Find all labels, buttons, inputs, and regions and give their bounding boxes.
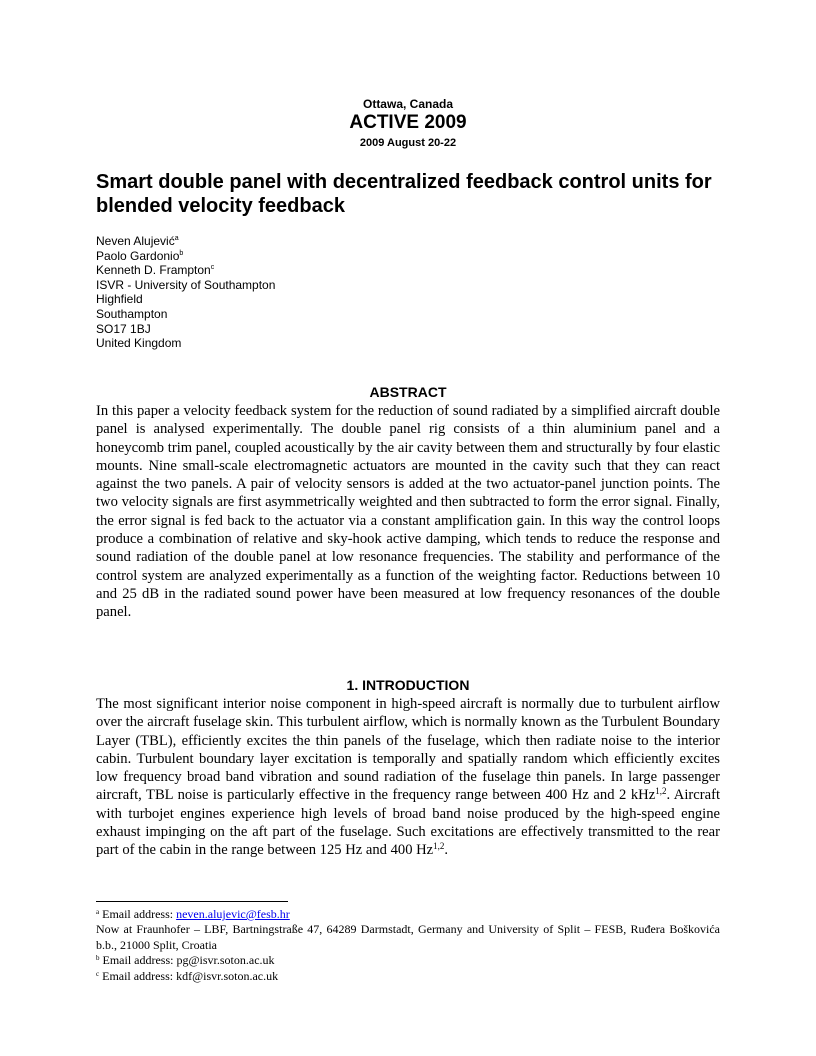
citation-ref: 1,2 (655, 786, 667, 797)
introduction-heading: 1. INTRODUCTION (346, 677, 470, 693)
footnote-mark: c (96, 969, 100, 978)
author-name: Kenneth D. Frampton (96, 263, 211, 278)
footnote-c (96, 969, 720, 984)
author-name: Neven Alujević (96, 234, 175, 248)
conference-name: ACTIVE 2009 (349, 112, 467, 133)
footnote-mark: a (96, 908, 100, 916)
footnote-text: Email address: kdf@isvr.soton.ac.uk (102, 968, 279, 983)
affiliation-line: United Kingdom (96, 336, 182, 351)
author-mark: a (174, 235, 179, 242)
abstract-text: In this paper a velocity feedback system for the reduction of sound radiated by a simplified aircraft double panel is analysed experimentally. The double panel rig consists of a thin aluminium panel and a honeycomb trim panel, coupled acoustically by the air cavity between them and structurally by four elastic mounts. Nine small-scale electromagnetic actuators are mounted in the cavity such that they can react against the two panels. A pair of velocity sensors is added at the two actuator-panel junction points. The two velocity signals are first asymmetrically weighted and then subtracted to form the error signal. Finally, the error signal is fed back to the actuator via a constant amplification gain. In this way the control loops produce a combination of relative and sky-hook active damping, which tends to reduce the response and sound radiation of the double panel at low resonance frequencies. The stability and performance of the control system are analyzed experimentally as a function of the weighting factor. Reductions between 10 and 25 dB in the radiated sound power have been measured at low frequency resonances of the double panel. (96, 403, 720, 621)
author-line (96, 263, 275, 278)
author-block (96, 234, 275, 351)
intro-text-part: . (444, 842, 449, 859)
affiliation-line: ISVR - University of Southampton (96, 277, 276, 292)
author-mark: c (210, 264, 215, 272)
email-link[interactable]: neven.alujevic@fesb.hr (176, 907, 290, 921)
abstract-heading: ABSTRACT (369, 384, 447, 400)
footnote-mark: b (96, 954, 100, 963)
conference-date: 2009 August 20-22 (359, 137, 457, 149)
author-mark: b (179, 249, 184, 257)
author-name: Paolo Gardonio (96, 248, 180, 263)
intro-text-part: The most significant interior noise component in high-speed aircraft is normally due to turbulent airflow over the aircraft fuselage skin. This turbulent airflow, which is normally known as the Turbulent Boundary Layer (TBL), efficiently excites the thin panels of the fuselage, which then radiate noise to the interior cabin. Turbulent boundary layer excitation is temporally and spatially random which efficiently excites low frequency broad band vibration and sound radiation of the fuselage thin panels. In large passenger aircraft, TBL noise is particularly effective in the frequency range between 400 Hz and 2 kHz (96, 696, 720, 804)
author-line (96, 249, 275, 264)
footnote-a (96, 907, 720, 922)
paper-title: Smart double panel with decentralized feedback control units for blended velocity feedback (96, 171, 712, 217)
footnote-a-note: Now at Fraunhofer – LBF, Bartningstraße 47, 64289 Darmstadt, Germany and University of Split – FESB, Ruđera Boškovića b.b., 21000 Split, Croatia (96, 922, 720, 952)
footnote-label: Email address: (102, 907, 177, 921)
author-line (96, 234, 275, 249)
footnotes (96, 907, 720, 984)
footnote-divider (96, 901, 288, 902)
footnote-b (96, 953, 720, 968)
affiliation-line: SO17 1BJ (96, 321, 151, 336)
conference-city: Ottawa, Canada (362, 97, 454, 111)
affiliation-line: Southampton (96, 306, 168, 321)
affiliation-line: Highfield (96, 292, 143, 307)
intro-text-part: . Aircraft with turbojet engines experience high levels of broad band noise produced by the high-speed engine exhaust impinging on the aft part of the fuselage. Such excitations are effectively transmitted to the rear part of the cabin in the range between 125 Hz and 400 Hz (96, 787, 720, 859)
footnote-text: Email address: pg@isvr.soton.ac.uk (102, 953, 275, 968)
introduction-paragraph (96, 695, 720, 860)
citation-ref: 1,2 (433, 841, 445, 852)
